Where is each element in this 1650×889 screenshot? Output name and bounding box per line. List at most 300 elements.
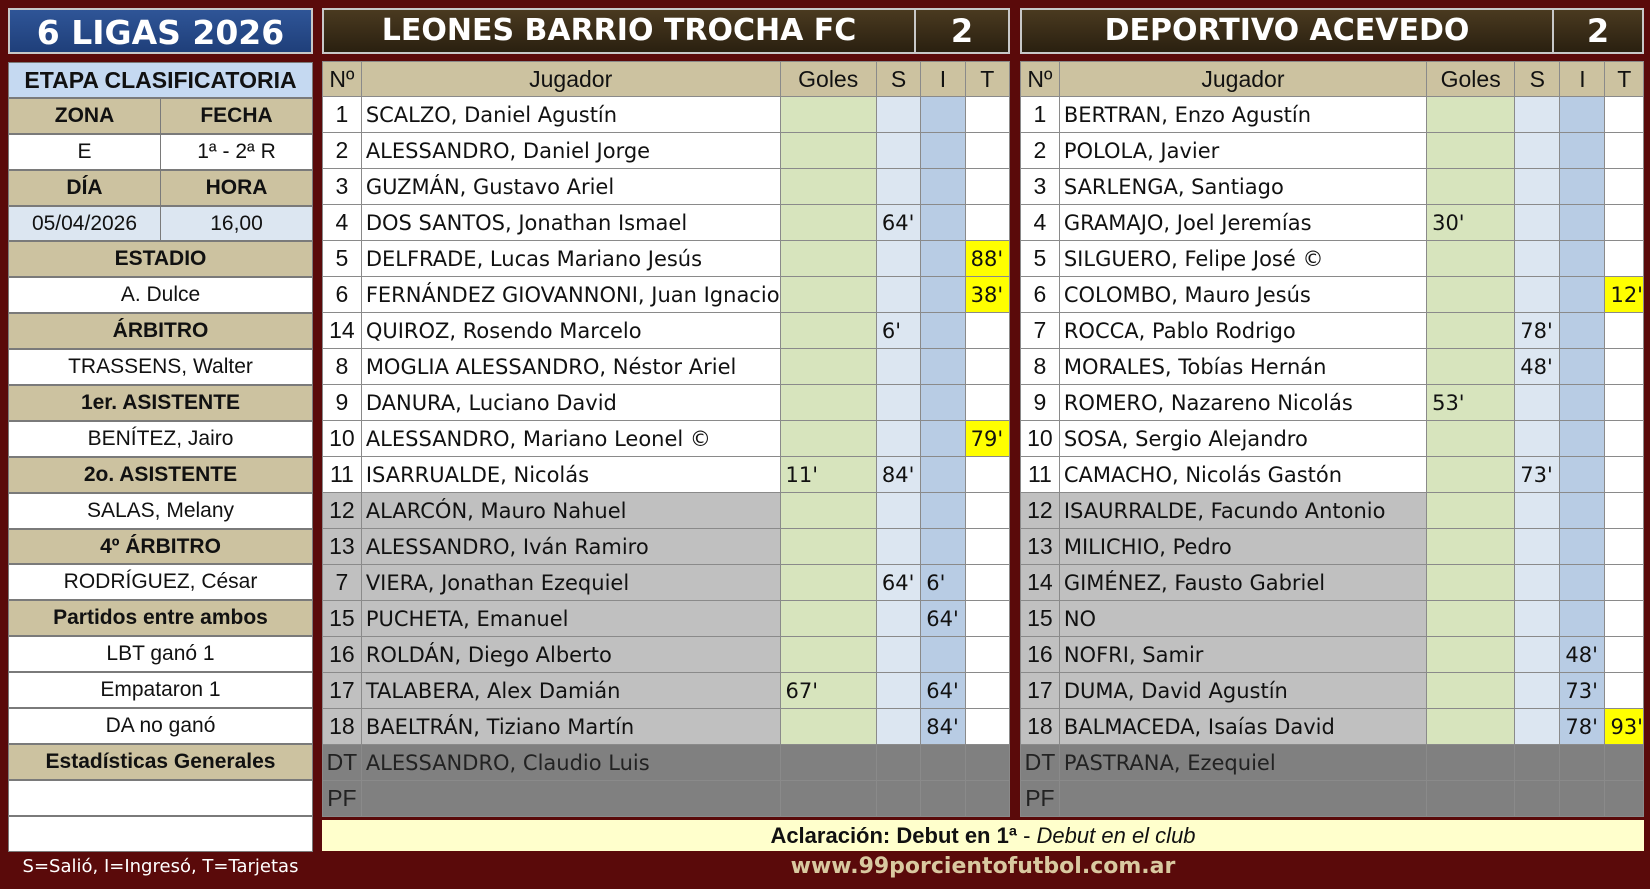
player-row	[1021, 421, 1644, 457]
stats-row	[8, 816, 313, 852]
out-cell	[876, 421, 920, 457]
player-number: 17	[1021, 673, 1060, 709]
assistant1-value: BENÍTEZ, Jairo	[8, 421, 313, 457]
out-cell	[876, 493, 920, 529]
in-cell	[921, 529, 965, 565]
cards-cell	[1605, 313, 1644, 349]
out-cell	[876, 277, 920, 313]
player-name: COLOMBO, Mauro Jesús	[1059, 277, 1426, 313]
out-cell: 78'	[1515, 313, 1560, 349]
note-label: Aclaración:	[770, 823, 891, 848]
player-number: 1	[1021, 97, 1060, 133]
cards-cell	[1605, 745, 1644, 781]
team-b-lineup-table	[1020, 61, 1644, 817]
col-num: Nº	[323, 62, 362, 97]
out-cell	[1515, 133, 1560, 169]
staff-row	[1021, 745, 1644, 781]
player-number: 6	[323, 277, 362, 313]
fourth-referee-value: RODRÍGUEZ, César	[8, 564, 313, 600]
player-name: BALMACEDA, Isaías David	[1059, 709, 1426, 745]
cards-cell	[965, 457, 1009, 493]
cards-cell	[965, 97, 1009, 133]
player-number: 10	[323, 421, 362, 457]
goals-cell	[780, 385, 876, 421]
out-cell	[876, 781, 920, 817]
player-row	[1021, 457, 1644, 493]
player-name: SOSA, Sergio Alejandro	[1059, 421, 1426, 457]
player-row	[1021, 601, 1644, 637]
player-name: NO	[1059, 601, 1426, 637]
tournament-title: 6 LIGAS 2026	[8, 8, 313, 54]
out-cell	[876, 673, 920, 709]
team-a-name: LEONES BARRIO TROCHA FC	[324, 10, 916, 52]
player-name: DOS SANTOS, Jonathan Ismael	[361, 205, 780, 241]
head-to-head-item: DA no ganó	[8, 708, 313, 744]
player-row	[323, 385, 1010, 421]
cards-cell	[965, 565, 1009, 601]
cards-cell	[1605, 385, 1644, 421]
player-name	[361, 781, 780, 817]
cards-cell: 38'	[965, 277, 1009, 313]
player-name: ROCCA, Pablo Rodrigo	[1059, 313, 1426, 349]
zone-label: ZONA	[9, 99, 161, 133]
goals-cell	[780, 637, 876, 673]
goals-cell	[1427, 673, 1515, 709]
player-row	[1021, 637, 1644, 673]
player-number: 10	[1021, 421, 1060, 457]
cards-cell	[965, 169, 1009, 205]
cards-cell	[1605, 169, 1644, 205]
goals-cell: 67'	[780, 673, 876, 709]
hour-label: HORA	[205, 175, 268, 199]
player-name: ROMERO, Nazareno Nicolás	[1059, 385, 1426, 421]
stadium-value: A. Dulce	[8, 277, 313, 313]
in-cell	[921, 745, 965, 781]
in-cell	[1560, 313, 1605, 349]
player-name: SILGUERO, Felipe José ©	[1059, 241, 1426, 277]
match-info-panel	[8, 8, 313, 852]
out-cell	[876, 169, 920, 205]
player-row	[323, 205, 1010, 241]
out-cell	[1515, 421, 1560, 457]
in-cell	[1560, 277, 1605, 313]
col-out: S	[1515, 62, 1560, 97]
out-cell: 73'	[1515, 457, 1560, 493]
player-number: 7	[1021, 313, 1060, 349]
referee-label: ÁRBITRO	[8, 313, 313, 349]
player-row	[323, 133, 1010, 169]
in-cell	[1560, 493, 1605, 529]
zone-value: E	[9, 135, 161, 169]
out-cell: 48'	[1515, 349, 1560, 385]
player-name: ALESSANDRO, Daniel Jorge	[361, 133, 780, 169]
in-cell	[921, 385, 965, 421]
goals-cell	[1427, 745, 1515, 781]
player-number: 5	[323, 241, 362, 277]
team-a-panel	[322, 8, 1010, 817]
in-cell	[1560, 565, 1605, 601]
staff-row	[1021, 781, 1644, 817]
player-number: PF	[323, 781, 362, 817]
goals-cell	[780, 349, 876, 385]
out-cell	[876, 349, 920, 385]
goals-cell	[1427, 709, 1515, 745]
in-cell: 78'	[1560, 709, 1605, 745]
goals-cell	[1427, 781, 1515, 817]
in-cell: 6'	[921, 565, 965, 601]
cards-cell	[1605, 637, 1644, 673]
player-row	[323, 637, 1010, 673]
player-row	[323, 493, 1010, 529]
player-number: 8	[1021, 349, 1060, 385]
in-cell	[1560, 601, 1605, 637]
cards-cell	[965, 637, 1009, 673]
player-number: 2	[1021, 133, 1060, 169]
goals-cell	[780, 529, 876, 565]
player-row	[1021, 385, 1644, 421]
player-row	[323, 601, 1010, 637]
cards-cell	[1605, 421, 1644, 457]
goals-cell	[1427, 601, 1515, 637]
in-cell	[921, 169, 965, 205]
cards-cell	[965, 601, 1009, 637]
cards-cell	[965, 133, 1009, 169]
in-cell	[1560, 457, 1605, 493]
out-cell	[1515, 565, 1560, 601]
player-name: PASTRANA, Ezequiel	[1059, 745, 1426, 781]
cards-cell	[1605, 565, 1644, 601]
player-name: FERNÁNDEZ GIOVANNONI, Juan Ignacio	[361, 277, 780, 313]
cards-cell	[1605, 133, 1644, 169]
day-hour-values	[8, 206, 313, 242]
out-cell	[876, 745, 920, 781]
player-name: BAELTRÁN, Tiziano Martín	[361, 709, 780, 745]
player-number: 15	[1021, 601, 1060, 637]
player-number: 3	[1021, 169, 1060, 205]
in-cell: 73'	[1560, 673, 1605, 709]
player-name: GIMÉNEZ, Fausto Gabriel	[1059, 565, 1426, 601]
player-number: DT	[323, 745, 362, 781]
in-cell	[921, 205, 965, 241]
out-cell	[1515, 673, 1560, 709]
player-name: GRAMAJO, Joel Jeremías	[1059, 205, 1426, 241]
out-cell	[1515, 637, 1560, 673]
out-cell	[1515, 529, 1560, 565]
goals-cell	[780, 493, 876, 529]
player-number: 13	[323, 529, 362, 565]
out-cell	[876, 601, 920, 637]
player-row	[323, 709, 1010, 745]
in-cell: 48'	[1560, 637, 1605, 673]
player-name: SARLENGA, Santiago	[1059, 169, 1426, 205]
player-name: ALESSANDRO, Iván Ramiro	[361, 529, 780, 565]
player-row	[1021, 673, 1644, 709]
in-cell	[1560, 745, 1605, 781]
player-name: MORALES, Tobías Hernán	[1059, 349, 1426, 385]
referee-value: TRASSENS, Walter	[8, 349, 313, 385]
note-debut: Debut en 1ª	[890, 823, 1017, 848]
goals-cell	[1427, 313, 1515, 349]
player-row	[1021, 277, 1644, 313]
out-cell	[1515, 781, 1560, 817]
player-row	[1021, 205, 1644, 241]
player-name: ALARCÓN, Mauro Nahuel	[361, 493, 780, 529]
team-a-score: 2	[950, 12, 974, 50]
out-cell	[1515, 241, 1560, 277]
goals-cell	[1427, 637, 1515, 673]
player-name: DANURA, Luciano David	[361, 385, 780, 421]
in-cell	[921, 493, 965, 529]
assistant1-label: 1er. ASISTENTE	[8, 385, 313, 421]
in-cell	[921, 349, 965, 385]
player-row	[1021, 133, 1644, 169]
out-cell	[876, 385, 920, 421]
out-cell: 64'	[876, 205, 920, 241]
out-cell	[1515, 709, 1560, 745]
cards-cell: 79'	[965, 421, 1009, 457]
goals-cell	[780, 133, 876, 169]
player-row	[323, 349, 1010, 385]
goals-cell	[780, 709, 876, 745]
in-cell	[1560, 781, 1605, 817]
cards-cell	[965, 205, 1009, 241]
head-to-head-label: Partidos entre ambos	[8, 600, 313, 636]
player-row	[1021, 349, 1644, 385]
note-separator: -	[1016, 823, 1037, 848]
out-cell	[1515, 493, 1560, 529]
player-row	[1021, 97, 1644, 133]
in-cell: 64'	[921, 673, 965, 709]
legend: S=Salió, I=Ingresó, T=Tarjetas	[22, 856, 299, 877]
player-row	[1021, 241, 1644, 277]
player-number: 16	[323, 637, 362, 673]
goals-cell	[1427, 565, 1515, 601]
col-cards: T	[965, 62, 1009, 97]
in-cell	[921, 97, 965, 133]
player-number: 17	[323, 673, 362, 709]
col-player: Jugador	[361, 62, 780, 97]
player-row	[323, 529, 1010, 565]
out-cell	[876, 97, 920, 133]
stats-label: Estadísticas Generales	[8, 744, 313, 780]
player-number: 7	[323, 565, 362, 601]
cards-cell	[965, 673, 1009, 709]
in-cell	[1560, 349, 1605, 385]
player-row	[1021, 529, 1644, 565]
in-cell	[921, 457, 965, 493]
in-cell	[1560, 529, 1605, 565]
out-cell: 6'	[876, 313, 920, 349]
in-cell	[921, 781, 965, 817]
player-row	[323, 313, 1010, 349]
table-header-row	[323, 62, 1010, 97]
cards-cell	[1605, 205, 1644, 241]
staff-row	[323, 781, 1010, 817]
assistant2-value: SALAS, Melany	[8, 493, 313, 529]
player-number: 3	[323, 169, 362, 205]
goals-cell	[1427, 493, 1515, 529]
out-cell: 84'	[876, 457, 920, 493]
stadium-label: ESTADIO	[8, 241, 313, 277]
cards-cell	[1605, 673, 1644, 709]
player-number: 12	[1021, 493, 1060, 529]
out-cell	[1515, 97, 1560, 133]
player-row	[1021, 493, 1644, 529]
col-goals: Goles	[1427, 62, 1515, 97]
player-name: GUZMÁN, Gustavo Ariel	[361, 169, 780, 205]
in-cell: 64'	[921, 601, 965, 637]
goals-cell	[780, 601, 876, 637]
cards-cell: 93'	[1605, 709, 1644, 745]
player-name: PUCHETA, Emanuel	[361, 601, 780, 637]
in-cell: 84'	[921, 709, 965, 745]
in-cell	[921, 133, 965, 169]
out-cell	[876, 709, 920, 745]
team-b-name: DEPORTIVO ACEVEDO	[1022, 10, 1554, 52]
player-name: QUIROZ, Rosendo Marcelo	[361, 313, 780, 349]
player-number: 8	[323, 349, 362, 385]
in-cell	[1560, 385, 1605, 421]
player-name	[1059, 781, 1426, 817]
website-link[interactable]: www.99porcientofutbol.com.ar	[790, 854, 1176, 879]
col-player: Jugador	[1059, 62, 1426, 97]
cards-cell	[1605, 349, 1644, 385]
staff-row	[323, 745, 1010, 781]
player-number: DT	[1021, 745, 1060, 781]
cards-cell	[965, 709, 1009, 745]
player-number: 2	[323, 133, 362, 169]
player-name: NOFRI, Samir	[1059, 637, 1426, 673]
goals-cell	[1427, 169, 1515, 205]
out-cell	[876, 133, 920, 169]
cards-cell	[965, 385, 1009, 421]
day-hour-header	[8, 170, 313, 206]
player-row	[323, 169, 1010, 205]
player-row	[1021, 709, 1644, 745]
cards-cell: 88'	[965, 241, 1009, 277]
out-cell	[876, 637, 920, 673]
in-cell	[1560, 133, 1605, 169]
player-number: 11	[323, 457, 362, 493]
out-cell	[1515, 385, 1560, 421]
goals-cell	[780, 277, 876, 313]
team-a-header	[322, 8, 1010, 54]
out-cell	[1515, 169, 1560, 205]
day-label: DÍA	[9, 171, 161, 205]
goals-cell	[780, 421, 876, 457]
player-number: 6	[1021, 277, 1060, 313]
goals-cell	[1427, 97, 1515, 133]
team-b-header	[1020, 8, 1644, 54]
out-cell: 64'	[876, 565, 920, 601]
col-num: Nº	[1021, 62, 1060, 97]
player-row	[1021, 565, 1644, 601]
goals-cell	[780, 781, 876, 817]
team-b-score: 2	[1586, 12, 1610, 50]
cards-cell	[965, 781, 1009, 817]
player-name: DUMA, David Agustín	[1059, 673, 1426, 709]
date-label: FECHA	[200, 103, 273, 127]
player-name: POLOLA, Javier	[1059, 133, 1426, 169]
goals-cell	[1427, 421, 1515, 457]
col-cards: T	[1605, 62, 1644, 97]
player-number: 14	[323, 313, 362, 349]
stats-row	[8, 780, 313, 816]
goals-cell	[1427, 277, 1515, 313]
player-name: VIERA, Jonathan Ezequiel	[361, 565, 780, 601]
cards-cell	[1605, 529, 1644, 565]
player-number: 4	[323, 205, 362, 241]
head-to-head-item: LBT ganó 1	[8, 636, 313, 672]
player-name: SCALZO, Daniel Agustín	[361, 97, 780, 133]
cards-cell: 12'	[1605, 277, 1644, 313]
cards-cell	[1605, 457, 1644, 493]
player-row	[1021, 313, 1644, 349]
in-cell	[921, 421, 965, 457]
player-number: 4	[1021, 205, 1060, 241]
goals-cell: 30'	[1427, 205, 1515, 241]
cards-cell	[965, 313, 1009, 349]
player-row	[323, 457, 1010, 493]
player-row	[323, 97, 1010, 133]
in-cell	[1560, 97, 1605, 133]
in-cell	[1560, 205, 1605, 241]
out-cell	[876, 241, 920, 277]
cards-cell	[1605, 97, 1644, 133]
out-cell	[876, 529, 920, 565]
goals-cell	[1427, 241, 1515, 277]
assistant2-label: 2o. ASISTENTE	[8, 457, 313, 493]
col-in: I	[921, 62, 965, 97]
goals-cell: 11'	[780, 457, 876, 493]
date-value: 1ª - 2ª R	[197, 139, 276, 163]
cards-cell	[965, 745, 1009, 781]
col-in: I	[1560, 62, 1605, 97]
player-name: ISAURRALDE, Facundo Antonio	[1059, 493, 1426, 529]
player-number: PF	[1021, 781, 1060, 817]
note-club-debut: Debut en el club	[1036, 823, 1196, 848]
player-name: ALESSANDRO, Claudio Luis	[361, 745, 780, 781]
goals-cell	[780, 313, 876, 349]
hour-value: 16,00	[210, 211, 263, 235]
player-name: TALABERA, Alex Damián	[361, 673, 780, 709]
player-name: BERTRAN, Enzo Agustín	[1059, 97, 1426, 133]
player-row	[323, 565, 1010, 601]
goals-cell	[780, 97, 876, 133]
col-goals: Goles	[780, 62, 876, 97]
out-cell	[1515, 277, 1560, 313]
cards-cell	[1605, 241, 1644, 277]
player-number: 16	[1021, 637, 1060, 673]
player-number: 11	[1021, 457, 1060, 493]
goals-cell	[780, 565, 876, 601]
cards-cell	[965, 493, 1009, 529]
player-row	[323, 673, 1010, 709]
day-value: 05/04/2026	[9, 207, 161, 241]
player-number: 13	[1021, 529, 1060, 565]
in-cell	[921, 241, 965, 277]
goals-cell	[780, 241, 876, 277]
cards-cell	[965, 349, 1009, 385]
head-to-head-item: Empataron 1	[8, 672, 313, 708]
player-row	[323, 421, 1010, 457]
player-name: ISARRUALDE, Nicolás	[361, 457, 780, 493]
in-cell	[921, 637, 965, 673]
zone-date-values	[8, 134, 313, 170]
in-cell	[1560, 241, 1605, 277]
player-name: MOGLIA ALESSANDRO, Néstor Ariel	[361, 349, 780, 385]
team-a-lineup-table	[322, 61, 1010, 817]
